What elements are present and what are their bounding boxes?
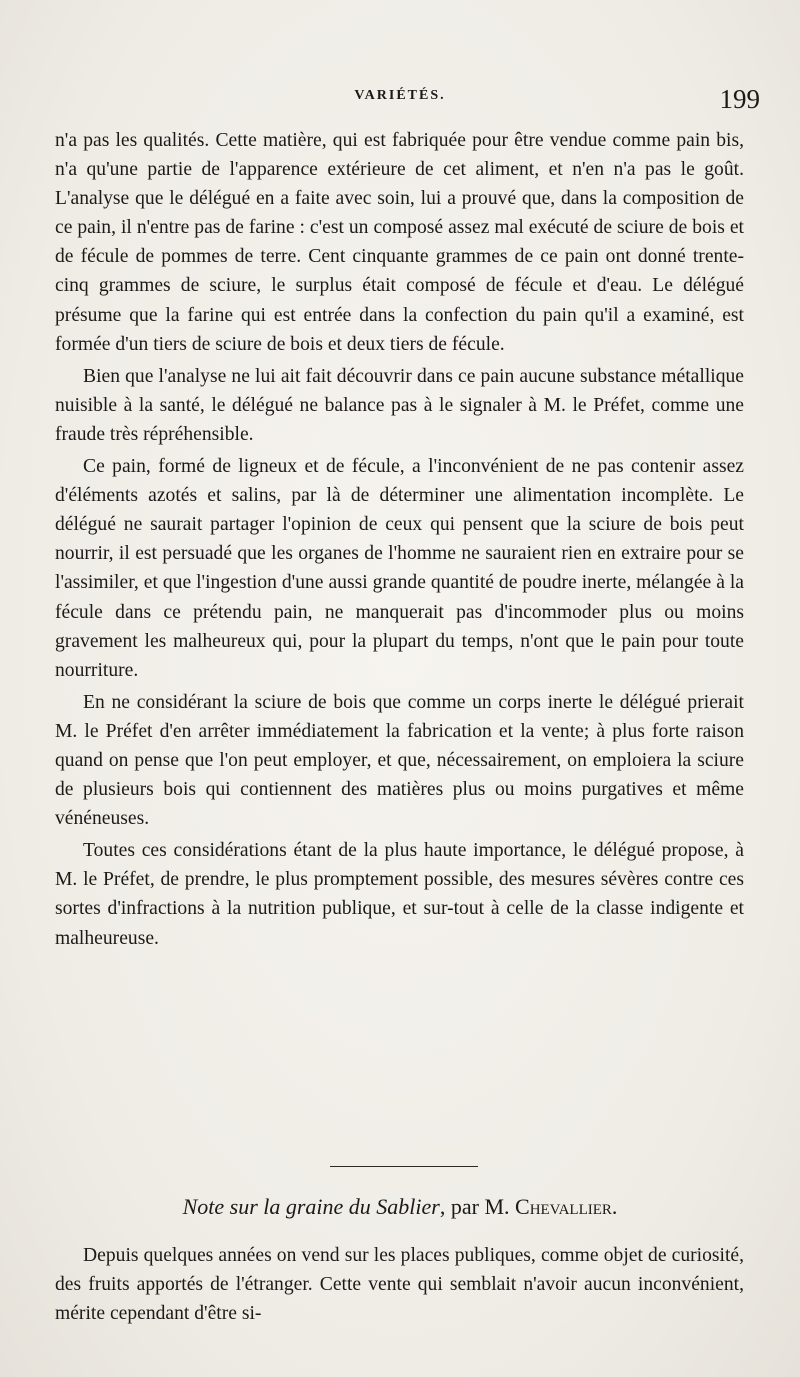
paragraph: Bien que l'analyse ne lui ait fait découvrir dans ce pain aucune substance métallique nuisible à la santé, le délégué ne balance pas à le signaler à M. le Préfet, comme une fraude très répréhensible. [55,365,744,445]
paragraph: Depuis quelques années on vend sur les places publiques, comme objet de curiosité, des fruits apportés de l'étranger. Cette vente qui semblait n'avoir aucun inconvénient, mérite cependant d'être si- [55,1245,744,1325]
note-title-byline: , par M. [439,1194,516,1219]
page-number: 199 [719,84,760,114]
paragraph: Ce pain, formé de ligneux et de fécule, a l'inconvénient de ne pas contenir assez d'éléments azotés et salins, par là de déterminer une alimentation incomplète. Le délégué ne saurait partager l'opinion de ceux qui pensent que la sciure de bois peut nourrir, il est persuadé que les organes de l'homme ne sauraient rien en extraire pour se l'assimiler, et que l'ingestion d'une aussi grande quantité de poudre inerte, mélangée à la fécule dans ce prétendu pain, ne manquerait pas d'incommoder plus ou moins gravement les malheureux qui, pour la plupart du temps, n'ont que le pain pour toute nourriture. [55,456,744,681]
paragraph: Toutes ces considérations étant de la plus haute importance, le délégué propose, à M. le Préfet, de prendre, le plus promptement possible, des mesures sévères contre ces sortes d'infractions à la nutrition publique, et sur-tout à celle de la classe indigente et malheureuse. [55,840,744,949]
note-author: Chevallier. [515,1194,618,1219]
running-head: VARIÉTÉS. [354,88,446,103]
paragraph: En ne considérant la sciure de bois que comme un corps inerte le délégué prierait M. le Préfet d'en arrêter immédiatement la fabrication et la vente; à plus forte raison quand on pense que l'on peut employer, et que, nécessairement, on emploiera la sciure de plusieurs bois qui contiennent des matières plus ou moins purgatives et même vénéneuses. [55,691,744,830]
article-body [55,126,744,953]
note-body [55,1241,744,1328]
note-title [0,1194,800,1220]
page-header [0,84,800,114]
note-title-italic: Note sur la graine du Sablier [182,1194,440,1219]
paragraph: n'a pas les qualités. Cette matière, qui est fabriquée pour être vendue comme pain bis, n'a qu'une partie de l'apparence extérieure de cet aliment, et n'en n'a pas le goût. L'analyse que le délégué en a faite avec soin, lui a prouvé que, dans la composition de ce pain, il n'entre pas de farine : c'est un composé assez mal exécuté de sciure de bois et de fécule de pommes de terre. Cent cinquante grammes de ce pain ont donné trente-cinq grammes de sciure, le surplus était composé de fécule et d'eau. Le délégué présume que la farine qui est entrée dans la confection du pain qu'il a examiné, est formée d'un tiers de sciure de bois et deux tiers de fécule. [55,130,744,355]
section-divider [330,1166,478,1167]
